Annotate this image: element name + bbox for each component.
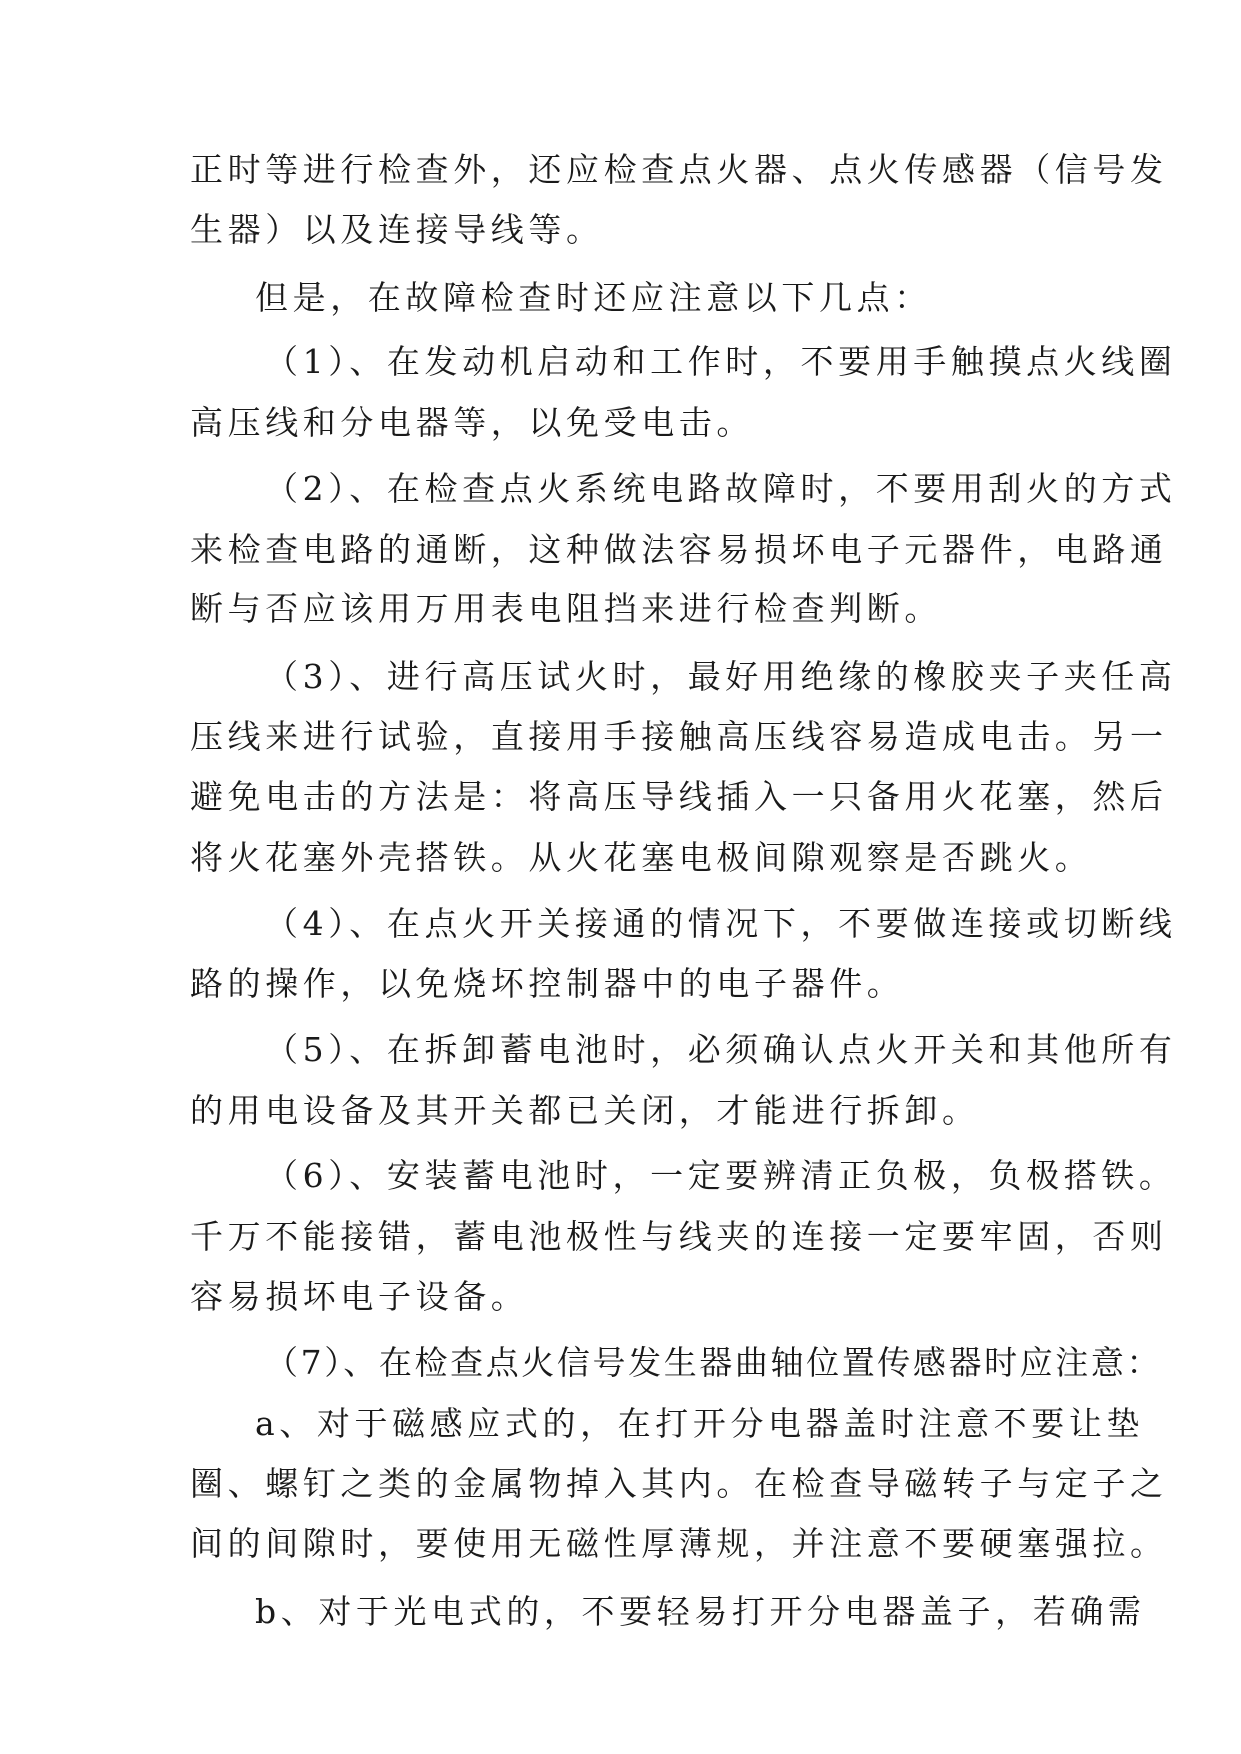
text-line: 避免电击的方法是：将高压导线插入一只备用火花塞，然后: [190, 777, 1168, 816]
text-line: 压线来进行试验，直接用手接触高压线容易造成电击。另一: [190, 717, 1168, 756]
text-line: 但是，在故障检查时还应注意以下几点：: [255, 278, 932, 317]
text-line: （7）、在检查点火信号发生器曲轴位置传感器时应注意：: [265, 1343, 1163, 1382]
text-line: 的用电设备及其开关都已关闭，才能进行拆卸。: [190, 1091, 980, 1130]
text-line: （4）、在点火开关接通的情况下，不要做连接或切断线: [265, 904, 1177, 943]
text-line: 正时等进行检查外，还应检查点火器、点火传感器（信号发: [190, 150, 1168, 189]
text-line: b、对于光电式的，不要轻易打开分电器盖子，若确需: [255, 1592, 1146, 1631]
text-line: 容易损坏电子设备。: [190, 1277, 529, 1316]
text-line: 千万不能接错，蓄电池极性与线夹的连接一定要牢固，否则: [190, 1217, 1168, 1256]
text-line: 路的操作，以免烧坏控制器中的电子器件。: [190, 964, 905, 1003]
text-line: 高压线和分电器等，以免受电击。: [190, 403, 754, 442]
text-line: （3）、进行高压试火时，最好用绝缘的橡胶夹子夹任高: [265, 657, 1177, 696]
text-line: 间的间隙时，要使用无磁性厚薄规，并注意不要硬塞强拉。: [190, 1524, 1168, 1563]
text-line: （5）、在拆卸蓄电池时，必须确认点火开关和其他所有: [265, 1030, 1177, 1069]
text-line: 生器）以及连接导线等。: [190, 210, 604, 249]
text-line: （1）、在发动机启动和工作时，不要用手触摸点火线圈: [265, 342, 1177, 381]
text-line: （2）、在检查点火系统电路故障时，不要用刮火的方式: [265, 469, 1177, 508]
text-line: a、对于磁感应式的，在打开分电器盖时注意不要让垫: [255, 1404, 1145, 1443]
text-line: 断与否应该用万用表电阻挡来进行检查判断。: [190, 589, 942, 628]
text-line: 圈、螺钉之类的金属物掉入其内。在检查导磁转子与定子之: [190, 1464, 1168, 1503]
text-line: 将火花塞外壳搭铁。从火花塞电极间隙观察是否跳火。: [190, 838, 1093, 877]
text-line: （6）、安装蓄电池时，一定要辨清正负极，负极搭铁。: [265, 1156, 1177, 1195]
text-line: 来检查电路的通断，这种做法容易损坏电子元器件，电路通: [190, 530, 1168, 569]
